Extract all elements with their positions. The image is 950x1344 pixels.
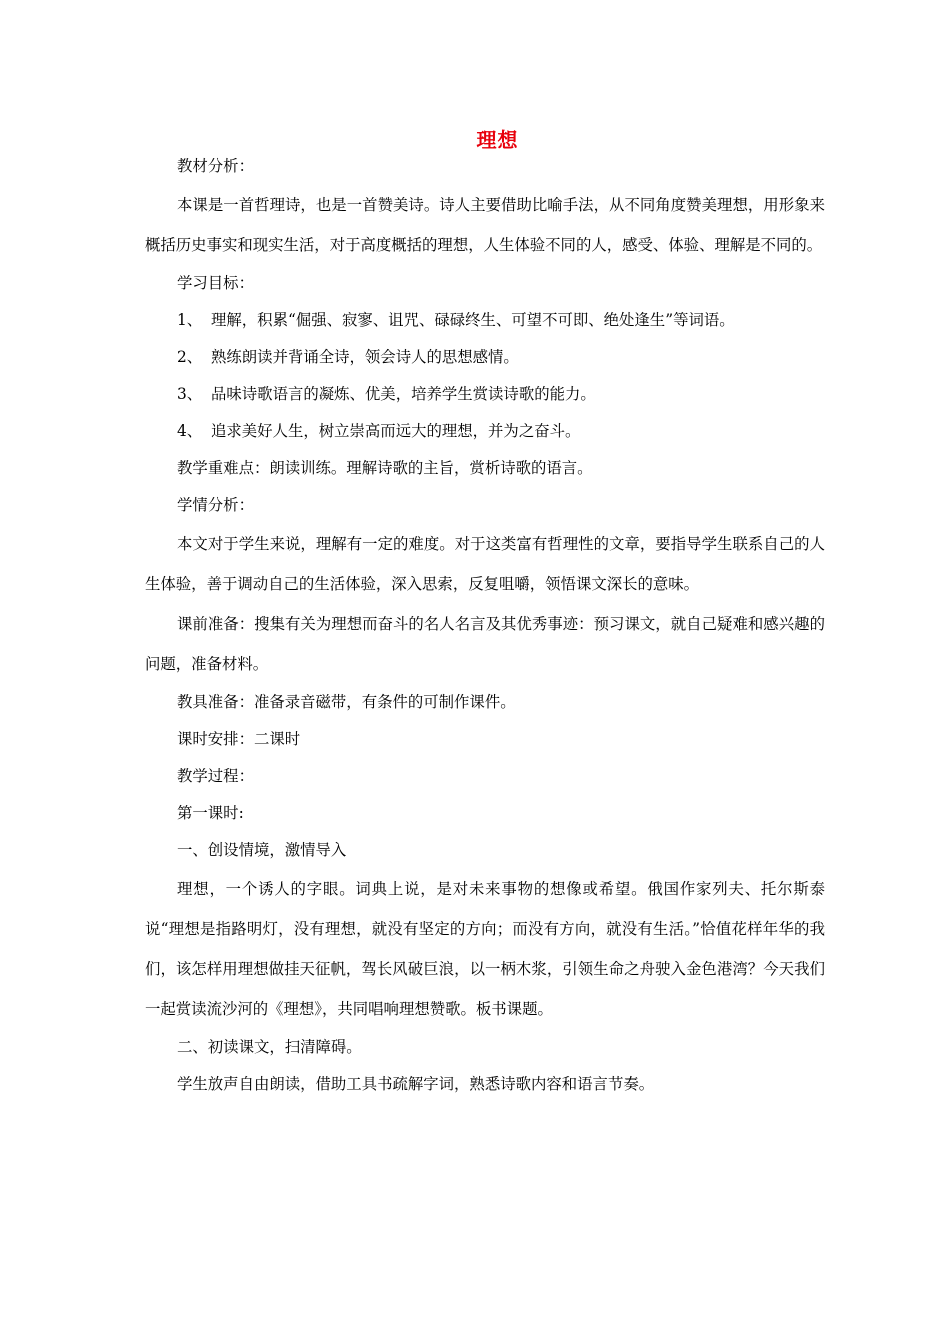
goal-number: 1、 bbox=[177, 311, 203, 329]
preparation-paragraph: 课前准备：搜集有关为理想而奋斗的名人名言及其优秀事迹：预习课文，就自己疑难和感兴趣的问题，准备材料。 bbox=[145, 615, 825, 673]
introduction-paragraph: 理想，一个诱人的字眼。词典上说，是对未来事物的想像或希望。俄国作家列夫、托尔斯泰说“理想是指路明灯，没有理想，就没有坚定的方向；而没有方向，就没有生活。”恰值花样年华的我们，该怎样用理想做挂天征帆，驾长风破巨浪，以一柄木浆，引领生命之舟驶入金色港湾？今天我们一起赏读流沙河的《理想》，共同唱响理想赞歌。板书课题。 bbox=[145, 880, 825, 1018]
goal-number: 4、 bbox=[177, 422, 203, 440]
goal-item bbox=[145, 302, 825, 339]
heading-learning-analysis: 学情分析： bbox=[177, 496, 254, 514]
learning-analysis-paragraph: 本文对于学生来说，理解有一定的难度。对于这类富有哲理性的文章，要指导学生联系自己的人生体验，善于调动自己的生活体验，深入思索，反复咀嚼，领悟课文深长的意味。 bbox=[145, 535, 825, 593]
heading-teaching-process: 教学过程： bbox=[177, 767, 254, 785]
heading-learning-goals: 学习目标： bbox=[177, 274, 254, 292]
heading-first-lesson: 第一课时: bbox=[177, 804, 244, 822]
document-body bbox=[145, 148, 825, 1103]
material-analysis-paragraph: 本课是一首哲理诗，也是一首赞美诗。诗人主要借助比喻手法，从不同角度赞美理想，用形象来概括历史事实和现实生活，对于高度概括的理想，人生体验不同的人，感受、体验、理解是不同的。 bbox=[145, 196, 825, 254]
goal-item bbox=[145, 339, 825, 376]
goal-text: 品味诗歌语言的凝炼、优美，培养学生赏读诗歌的能力。 bbox=[211, 385, 596, 403]
goal-text: 熟练朗读并背诵全诗，领会诗人的思想感情。 bbox=[211, 348, 519, 366]
schedule-paragraph: 课时安排：二课时 bbox=[177, 730, 301, 748]
reading-paragraph: 学生放声自由朗读，借助工具书疏解字词，熟悉诗歌内容和语言节奏。 bbox=[177, 1075, 655, 1093]
goal-item bbox=[145, 376, 825, 413]
goals-list bbox=[145, 302, 825, 450]
goal-text: 追求美好人生，树立崇高而远大的理想，并为之奋斗。 bbox=[211, 422, 581, 440]
tools-paragraph: 教具准备：准备录音磁带，有条件的可制作课件。 bbox=[177, 693, 516, 711]
goal-number: 2、 bbox=[177, 348, 203, 366]
document-title: 理想 bbox=[476, 128, 519, 152]
goal-number: 3、 bbox=[177, 385, 203, 403]
key-points-paragraph: 教学重难点：朗读训练。理解诗歌的主旨，赏析诗歌的语言。 bbox=[177, 459, 593, 477]
heading-step-one: 一、创设情境，激情导入 bbox=[177, 841, 347, 859]
goal-text: 理解，积累“倔强、寂寥、诅咒、碌碌终生、可望不可即、绝处逢生”等词语。 bbox=[211, 311, 735, 329]
heading-material-analysis: 教材分析： bbox=[177, 157, 254, 175]
heading-step-two: 二、初读课文，扫清障碍。 bbox=[177, 1038, 362, 1056]
goal-item bbox=[145, 413, 825, 450]
